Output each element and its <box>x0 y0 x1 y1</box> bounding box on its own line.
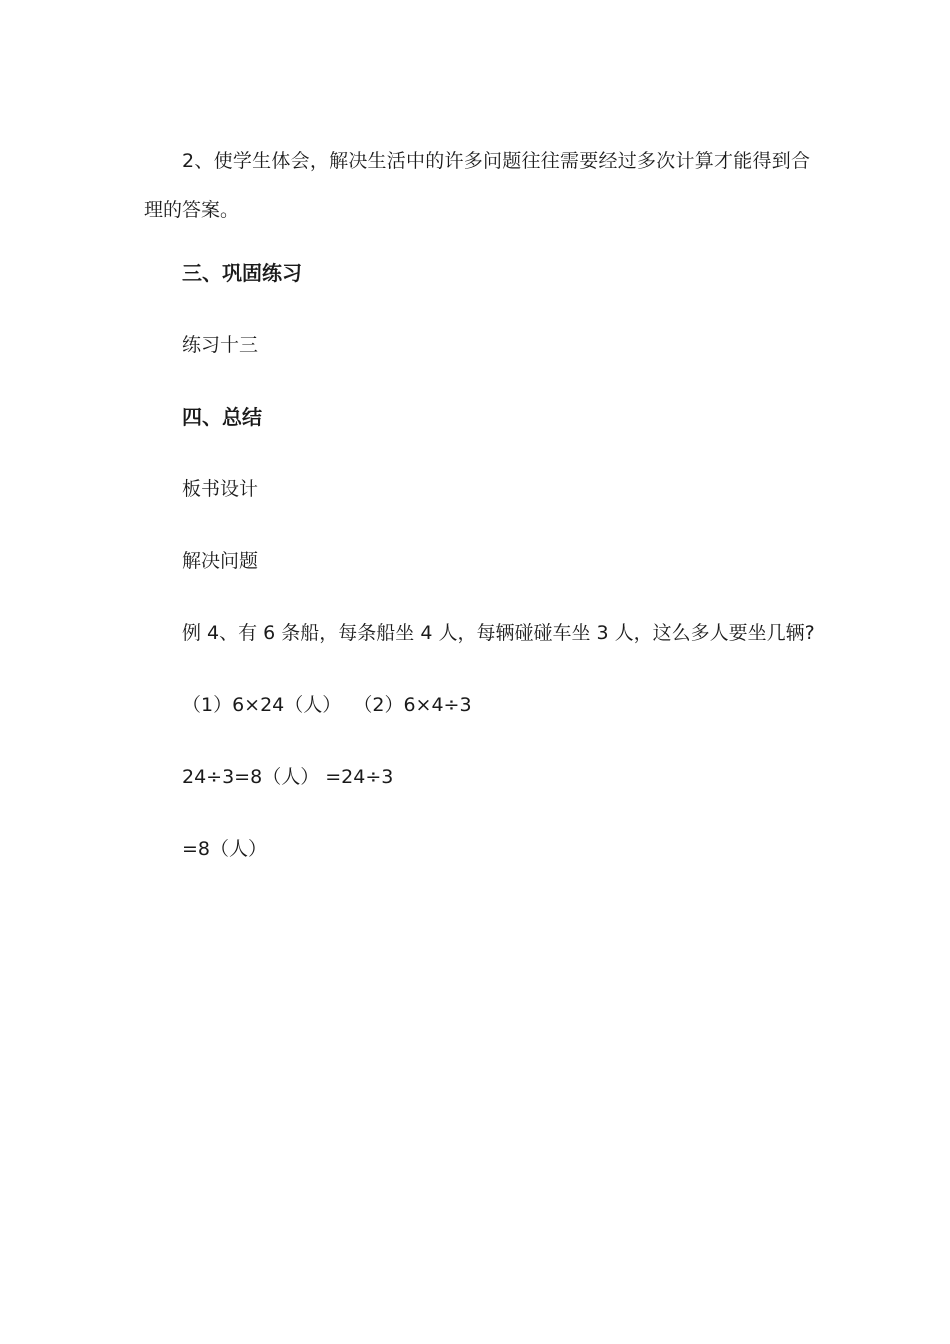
solution-line-2: 24÷3=8（人） =24÷3 <box>182 766 394 788</box>
paragraph-goal-2: 2、使学生体会，解决生活中的许多问题往往需要经过多次计算才能得到合理的答案。 <box>144 150 810 221</box>
practice-text: 练习十三 <box>182 334 259 356</box>
board-design-label: 板书设计 <box>182 478 259 500</box>
board-title: 解决问题 <box>182 550 259 572</box>
section-heading-practice: 三、巩固练习 <box>182 261 302 285</box>
solution-line-1: （1）6×24（人） （2）6×4÷3 <box>182 694 472 716</box>
example-4-text: 例 4、有 6 条船，每条船坐 4 人，每辆碰碰车坐 3 人，这么多人要坐几辆? <box>182 622 815 644</box>
solution-line-3: =8（人） <box>182 838 268 860</box>
section-heading-summary: 四、总结 <box>182 405 262 429</box>
